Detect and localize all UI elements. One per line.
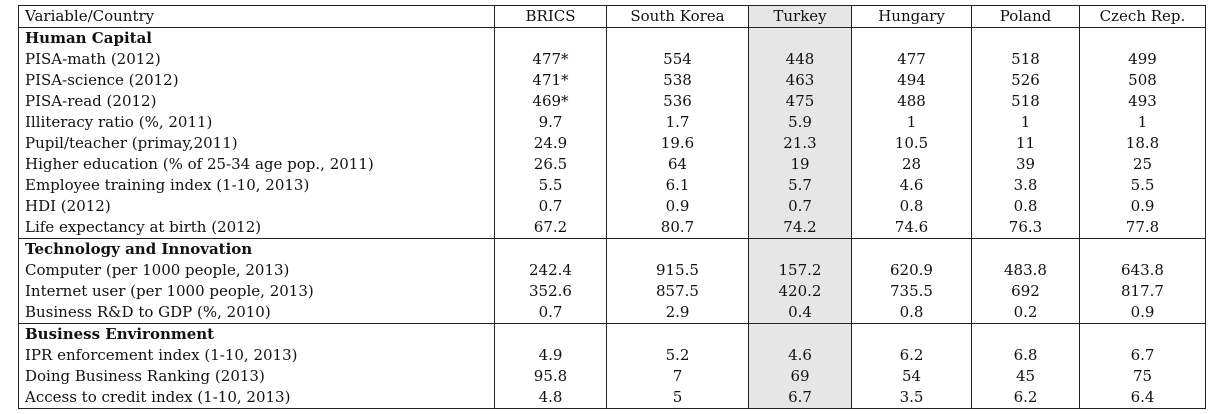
value-cell: 1 xyxy=(1080,112,1206,133)
section-title: Technology and Innovation xyxy=(19,239,495,261)
value-cell: 0.9 xyxy=(1080,302,1206,324)
section-header-row xyxy=(19,239,1206,261)
value-cell: 4.6 xyxy=(852,175,972,196)
table-row xyxy=(19,196,1206,217)
section-empty-cell xyxy=(972,324,1080,346)
value-cell: 1 xyxy=(852,112,972,133)
section-empty-cell xyxy=(972,28,1080,50)
section-empty-cell xyxy=(1080,239,1206,261)
value-cell: 9.7 xyxy=(495,112,607,133)
value-cell: 857.5 xyxy=(607,281,749,302)
table-row xyxy=(19,175,1206,196)
value-cell: 0.8 xyxy=(972,196,1080,217)
section-empty-cell xyxy=(607,324,749,346)
table-row xyxy=(19,302,1206,324)
section-empty-cell xyxy=(749,28,852,50)
table-row xyxy=(19,154,1206,175)
value-cell: 18.8 xyxy=(1080,133,1206,154)
value-cell: 76.3 xyxy=(972,217,1080,239)
value-cell: 469* xyxy=(495,91,607,112)
column-header-turkey: Turkey xyxy=(749,6,852,28)
value-cell: 536 xyxy=(607,91,749,112)
row-label: Business R&D to GDP (%, 2010) xyxy=(25,303,271,321)
value-cell: 0.9 xyxy=(607,196,749,217)
value-cell: 5.5 xyxy=(1080,175,1206,196)
row-label: PISA-read (2012) xyxy=(25,92,157,110)
row-label: PISA-science (2012) xyxy=(25,71,179,89)
table-header-row xyxy=(19,6,1206,28)
column-header-south-korea: South Korea xyxy=(607,6,749,28)
value-cell: 64 xyxy=(607,154,749,175)
value-cell: 0.7 xyxy=(495,302,607,324)
value-cell: 493 xyxy=(1080,91,1206,112)
value-cell: 5.7 xyxy=(749,175,852,196)
value-cell: 1 xyxy=(972,112,1080,133)
value-cell: 915.5 xyxy=(607,260,749,281)
value-cell: 10.5 xyxy=(852,133,972,154)
value-cell: 19 xyxy=(749,154,852,175)
value-cell: 74.6 xyxy=(852,217,972,239)
value-cell: 3.8 xyxy=(972,175,1080,196)
value-cell: 39 xyxy=(972,154,1080,175)
value-cell: 4.6 xyxy=(749,345,852,366)
section-empty-cell xyxy=(749,239,852,261)
comparison-table-container xyxy=(18,5,1205,409)
value-cell: 817.7 xyxy=(1080,281,1206,302)
section-header-row xyxy=(19,28,1206,50)
value-cell: 54 xyxy=(852,366,972,387)
value-cell: 80.7 xyxy=(607,217,749,239)
section-header-row xyxy=(19,324,1206,346)
value-cell: 0.8 xyxy=(852,196,972,217)
row-label: Life expectancy at birth (2012) xyxy=(25,218,262,236)
row-label: Doing Business Ranking (2013) xyxy=(25,367,265,385)
value-cell: 7 xyxy=(607,366,749,387)
value-cell: 508 xyxy=(1080,70,1206,91)
table-body xyxy=(19,28,1206,409)
value-cell: 45 xyxy=(972,366,1080,387)
row-label: Employee training index (1-10, 2013) xyxy=(25,176,310,194)
column-header-poland: Poland xyxy=(972,6,1080,28)
row-label: Illiteracy ratio (%, 2011) xyxy=(25,113,213,131)
value-cell: 538 xyxy=(607,70,749,91)
section-empty-cell xyxy=(749,324,852,346)
value-cell: 4.9 xyxy=(495,345,607,366)
section-empty-cell xyxy=(495,239,607,261)
value-cell: 95.8 xyxy=(495,366,607,387)
value-cell: 28 xyxy=(852,154,972,175)
value-cell: 477 xyxy=(852,49,972,70)
section-empty-cell xyxy=(972,239,1080,261)
section-empty-cell xyxy=(495,324,607,346)
row-label: Internet user (per 1000 people, 2013) xyxy=(25,282,314,300)
table-row xyxy=(19,366,1206,387)
value-cell: 494 xyxy=(852,70,972,91)
section-empty-cell xyxy=(852,239,972,261)
value-cell: 11 xyxy=(972,133,1080,154)
table-row xyxy=(19,112,1206,133)
value-cell: 475 xyxy=(749,91,852,112)
row-label: PISA-math (2012) xyxy=(25,50,161,68)
section-title: Human Capital xyxy=(25,29,152,47)
value-cell: 6.8 xyxy=(972,345,1080,366)
section-empty-cell xyxy=(1080,324,1206,346)
section-empty-cell xyxy=(607,28,749,50)
value-cell: 643.8 xyxy=(1080,260,1206,281)
value-cell: 74.2 xyxy=(749,217,852,239)
row-label: Higher education (% of 25-34 age pop., 2011) xyxy=(25,155,374,173)
table-row xyxy=(19,217,1206,239)
value-cell: 692 xyxy=(972,281,1080,302)
value-cell: 6.7 xyxy=(1080,345,1206,366)
row-label: IPR enforcement index (1-10, 2013) xyxy=(25,346,298,364)
value-cell: 0.8 xyxy=(852,302,972,324)
value-cell: 2.9 xyxy=(607,302,749,324)
value-cell: 26.5 xyxy=(495,154,607,175)
section-empty-cell xyxy=(1080,28,1206,50)
value-cell: 735.5 xyxy=(852,281,972,302)
column-header-hungary: Hungary xyxy=(852,6,972,28)
country-comparison-table xyxy=(18,5,1206,409)
row-label: Access to credit index (1-10, 2013) xyxy=(25,388,291,406)
value-cell: 6.4 xyxy=(1080,387,1206,409)
value-cell: 0.7 xyxy=(749,196,852,217)
value-cell: 526 xyxy=(972,70,1080,91)
table-row xyxy=(19,70,1206,91)
section-empty-cell xyxy=(852,324,972,346)
value-cell: 25 xyxy=(1080,154,1206,175)
value-cell: 0.9 xyxy=(1080,196,1206,217)
value-cell: 69 xyxy=(749,366,852,387)
value-cell: 483.8 xyxy=(972,260,1080,281)
table-row xyxy=(19,133,1206,154)
column-header-brics: BRICS xyxy=(495,6,607,28)
value-cell: 488 xyxy=(852,91,972,112)
value-cell: 6.2 xyxy=(852,345,972,366)
section-empty-cell xyxy=(607,239,749,261)
value-cell: 6.2 xyxy=(972,387,1080,409)
value-cell: 3.5 xyxy=(852,387,972,409)
value-cell: 1.7 xyxy=(607,112,749,133)
table-row xyxy=(19,387,1206,409)
value-cell: 6.7 xyxy=(749,387,852,409)
table-row xyxy=(19,281,1206,302)
value-cell: 67.2 xyxy=(495,217,607,239)
value-cell: 77.8 xyxy=(1080,217,1206,239)
value-cell: 554 xyxy=(607,49,749,70)
value-cell: 477* xyxy=(495,49,607,70)
column-header-variable: Variable/Country xyxy=(19,6,495,28)
value-cell: 19.6 xyxy=(607,133,749,154)
value-cell: 420.2 xyxy=(749,281,852,302)
row-label: Pupil/teacher (primay,2011) xyxy=(25,134,238,152)
value-cell: 21.3 xyxy=(749,133,852,154)
table-row xyxy=(19,345,1206,366)
value-cell: 242.4 xyxy=(495,260,607,281)
value-cell: 518 xyxy=(972,91,1080,112)
section-empty-cell xyxy=(495,28,607,50)
value-cell: 75 xyxy=(1080,366,1206,387)
value-cell: 471* xyxy=(495,70,607,91)
value-cell: 0.7 xyxy=(495,196,607,217)
value-cell: 6.1 xyxy=(607,175,749,196)
table-row xyxy=(19,91,1206,112)
value-cell: 499 xyxy=(1080,49,1206,70)
value-cell: 157.2 xyxy=(749,260,852,281)
value-cell: 448 xyxy=(749,49,852,70)
value-cell: 620.9 xyxy=(852,260,972,281)
value-cell: 5.9 xyxy=(749,112,852,133)
value-cell: 463 xyxy=(749,70,852,91)
value-cell: 518 xyxy=(972,49,1080,70)
section-empty-cell xyxy=(852,28,972,50)
value-cell: 24.9 xyxy=(495,133,607,154)
table-row xyxy=(19,49,1206,70)
value-cell: 0.2 xyxy=(972,302,1080,324)
value-cell: 0.4 xyxy=(749,302,852,324)
column-header-czech-rep: Czech Rep. xyxy=(1080,6,1206,28)
table-row xyxy=(19,260,1206,281)
row-label: HDI (2012) xyxy=(25,197,111,215)
row-label: Computer (per 1000 people, 2013) xyxy=(25,261,290,279)
value-cell: 5 xyxy=(607,387,749,409)
value-cell: 5.5 xyxy=(495,175,607,196)
value-cell: 352.6 xyxy=(495,281,607,302)
value-cell: 4.8 xyxy=(495,387,607,409)
section-title: Business Environment xyxy=(19,324,495,346)
value-cell: 5.2 xyxy=(607,345,749,366)
